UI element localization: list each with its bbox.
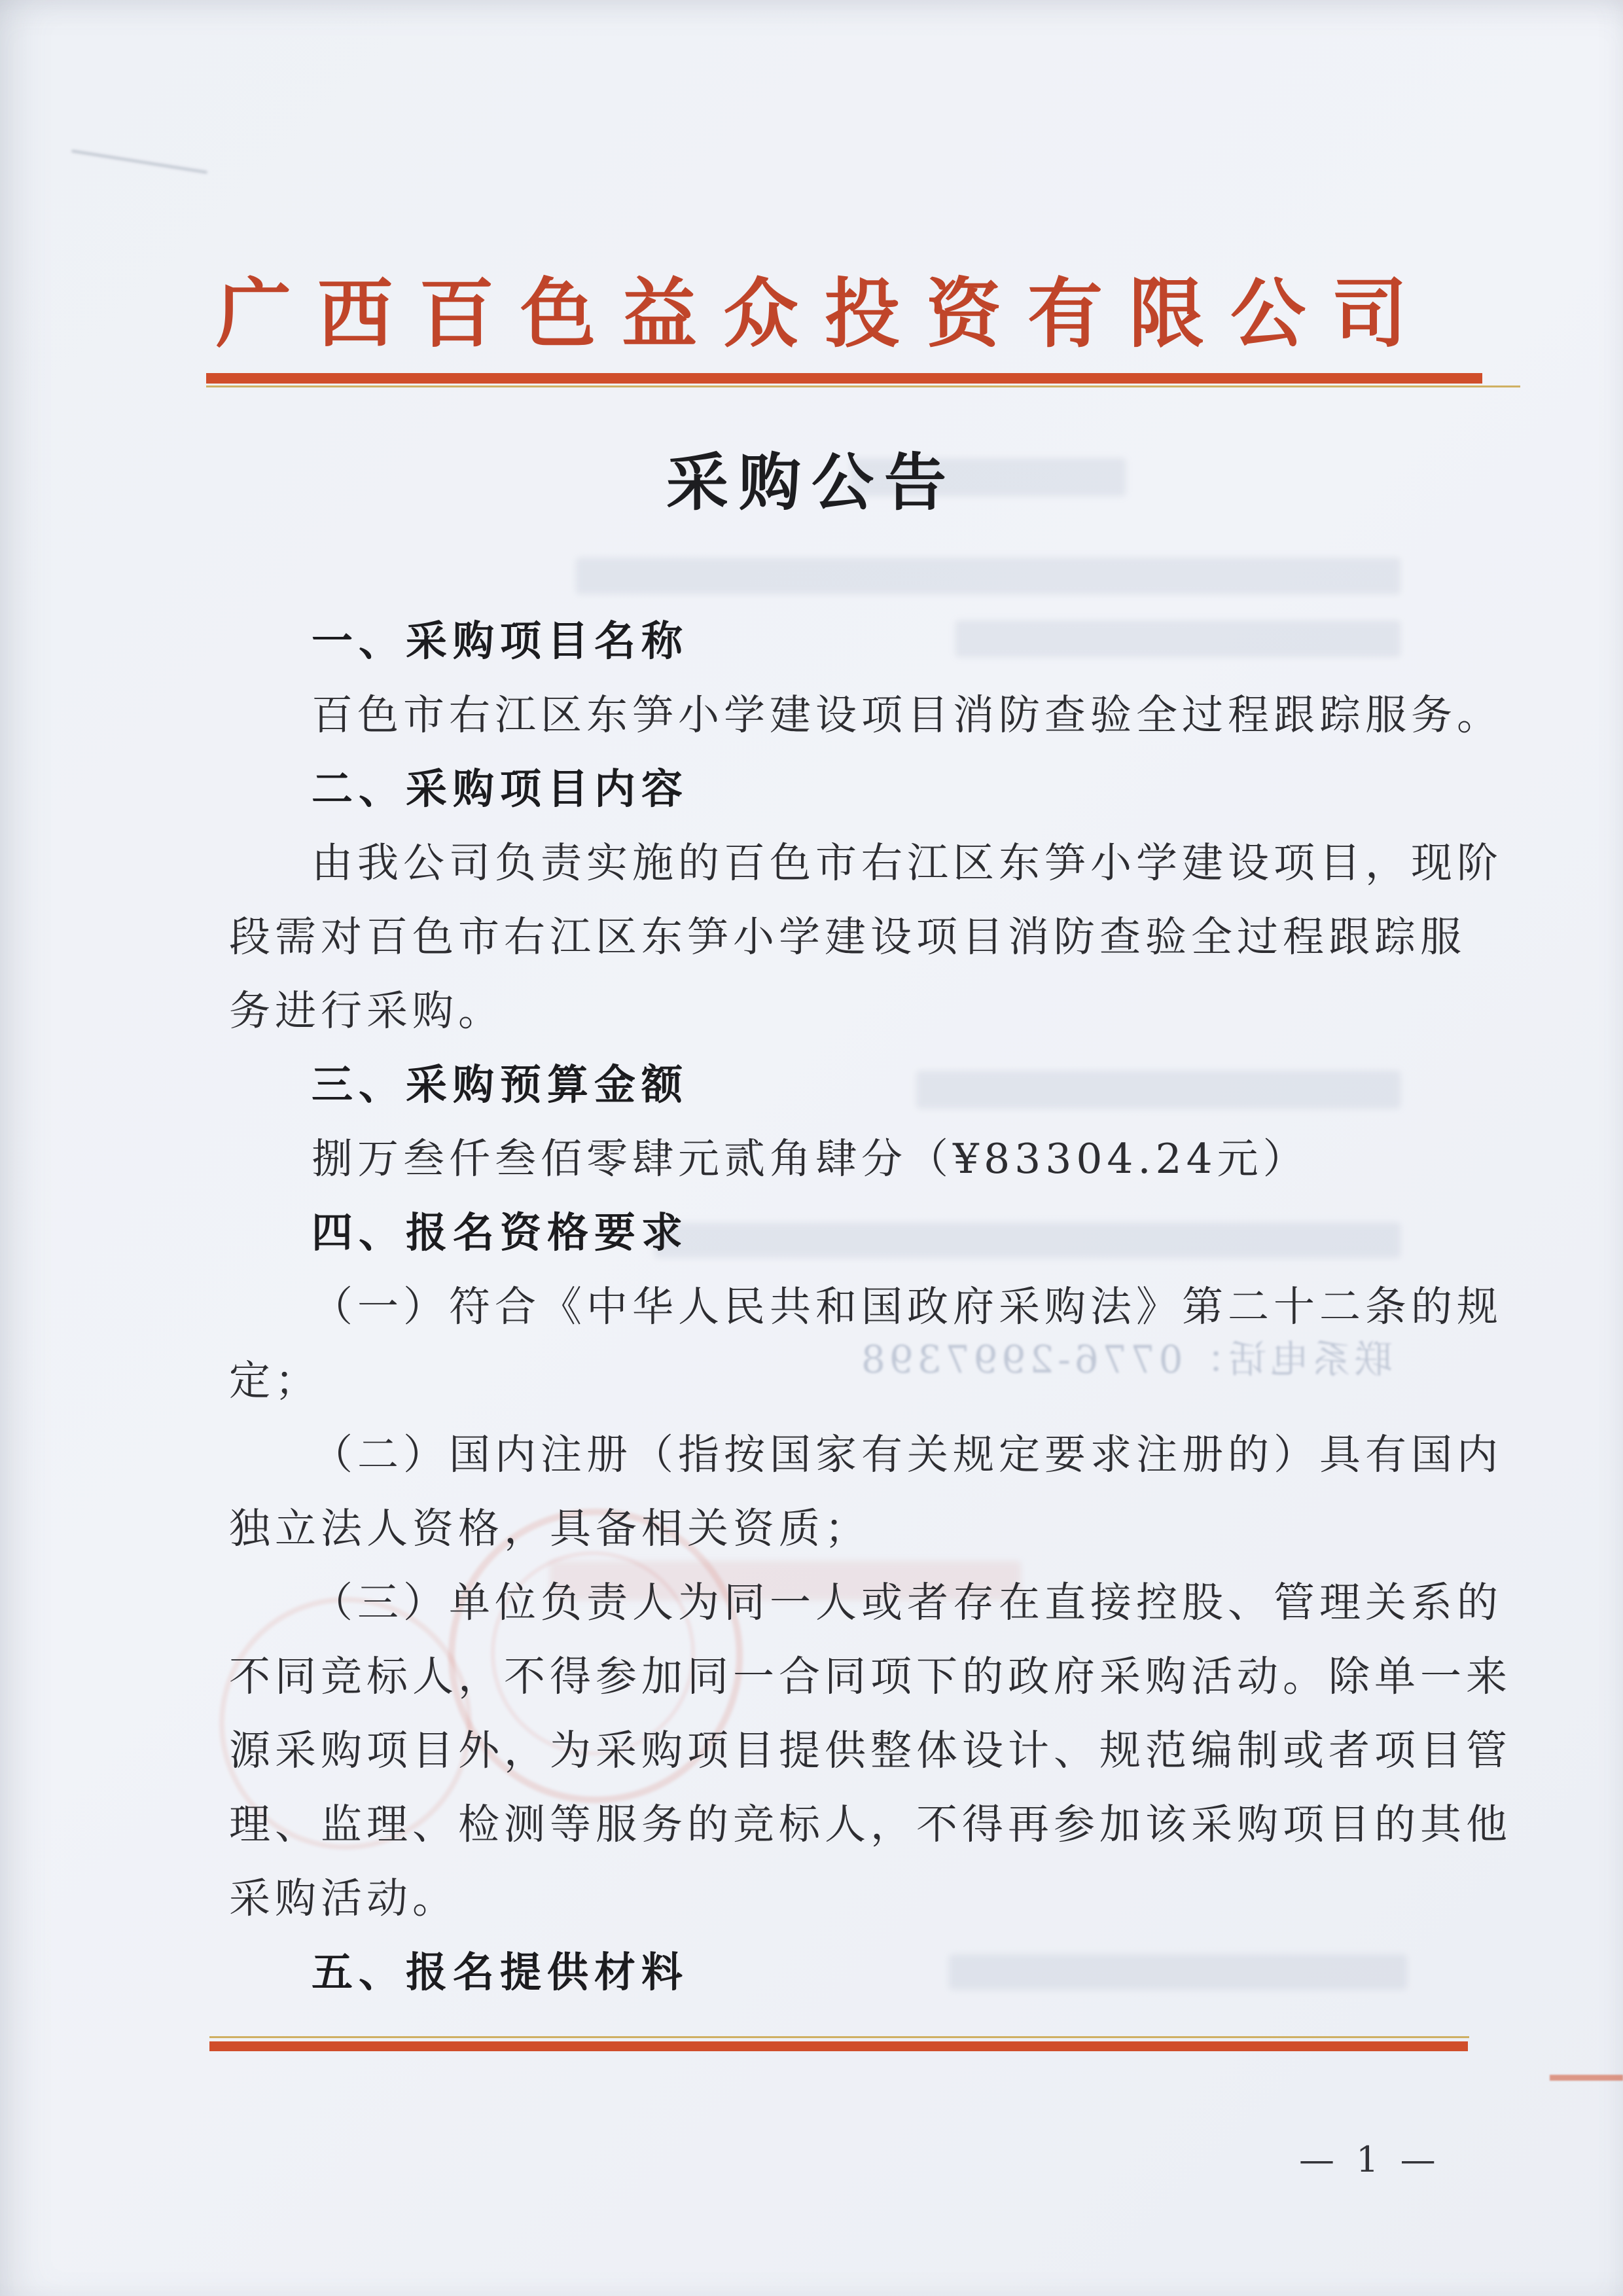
section-2-text-line-3: 务进行采购。 [229, 987, 504, 1035]
section-4-item-3-line-5: 采购活动。 [229, 1874, 458, 1922]
footer-rule-gold [209, 2036, 1469, 2038]
letterhead-rule-red [206, 373, 1482, 384]
section-2-text-line-2: 段需对百色市右江区东笋小学建设项目消防查验全过程跟踪服 [229, 913, 1466, 961]
section-5-heading: 五、报名提供材料 [312, 1948, 688, 1996]
section-3-budget-text: 捌万叁仟叁佰零肆元贰角肆分（¥83304.24元） [312, 1135, 1309, 1183]
footer-rule-red [209, 2041, 1468, 2051]
section-4-item-2-line-2: 独立法人资格，具备相关资质； [229, 1505, 870, 1552]
section-4-item-3-line-4: 理、监理、检测等服务的竞标人，不得再参加该采购项目的其他 [229, 1801, 1512, 1848]
section-2-text-line-1: 由我公司负责实施的百色市右江区东笋小学建设项目，现阶 [312, 839, 1503, 887]
section-3-heading: 三、采购预算金额 [312, 1061, 688, 1109]
section-1-heading: 一、采购项目名称 [312, 617, 688, 665]
section-4-item-1-line-1: （一）符合《中华人民共和国政府采购法》第二十二条的规 [312, 1283, 1503, 1331]
section-4-item-1-line-2: 定； [229, 1357, 321, 1405]
section-4-item-2-line-1: （二）国内注册（指按国家有关规定要求注册的）具有国内 [312, 1431, 1503, 1479]
section-1-text: 百色市右江区东笋小学建设项目消防查验全过程跟踪服务。 [312, 691, 1503, 739]
bleed-through-bar [576, 558, 1400, 594]
document-title: 采购公告 [666, 446, 957, 519]
footer-rule-bleed-mark [1550, 2075, 1623, 2081]
bleed-through-phone: 联系电话：0776-2997398 [857, 1337, 1393, 1382]
section-4-item-3-line-3: 源采购项目外，为采购项目提供整体设计、规范编制或者项目管 [229, 1727, 1512, 1774]
section-4-item-3-line-2: 不同竞标人，不得参加同一合同项下的政府采购活动。除单一来 [229, 1653, 1512, 1700]
letterhead-rule-gold [206, 386, 1520, 387]
document-body [229, 604, 1512, 2009]
paper-crease-mark [71, 150, 207, 174]
section-4-heading: 四、报名资格要求 [312, 1209, 688, 1257]
section-4-item-3-line-1: （三）单位负责人为同一人或者存在直接控股、管理关系的 [312, 1579, 1503, 1626]
page-number: — 1 — [1299, 2139, 1441, 2180]
section-2-heading: 二、采购项目内容 [312, 765, 688, 813]
company-name: 广西百色益众投资有限公司 [216, 270, 1434, 358]
